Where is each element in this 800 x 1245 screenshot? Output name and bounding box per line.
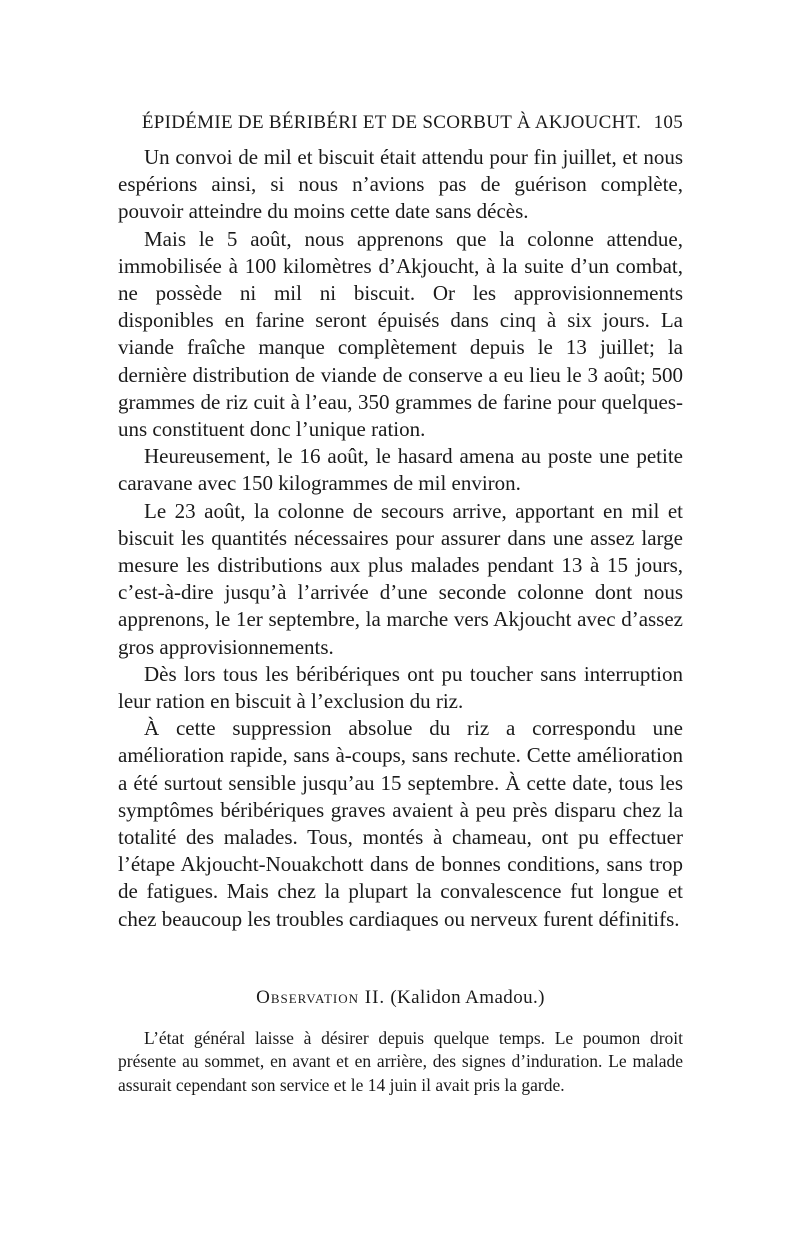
paragraph: Un convoi de mil et biscuit était attendu pour fin juillet, et nous espérions ainsi, si nous n’avions pas de guérison complète, pouvoir atteindre du moins cette date sans décès. bbox=[118, 145, 683, 224]
running-head bbox=[118, 112, 683, 142]
paragraph: Dès lors tous les béribériques ont pu toucher sans interruption leur ration en biscuit à l’exclusion du riz. bbox=[118, 661, 683, 714]
observation-label: Observation II. bbox=[256, 986, 386, 1008]
book-page bbox=[118, 112, 683, 1097]
observation-heading bbox=[118, 987, 683, 1009]
paragraph: Mais le 5 août, nous apprenons que la colonne attendue, immobilisée à 100 kilomètres d’Akjoucht, à la suite d’un combat, ne possède ni mil ni biscuit. Or les approvisionnements disponibles en farine seront épuisés dans cinq à six jours. La viande fraîche manque complètement depuis le 13 juillet; la dernière distribution de viande de conserve a eu lieu le 3 août; 500 grammes de riz cuit à l’eau, 350 grammes de farine pour quelques-uns constituent donc l’unique ration. bbox=[118, 226, 683, 442]
paragraph: À cette suppression absolue du riz a correspondu une amélioration rapide, sans à-coups, sans rechute. Cette amélioration a été surtout sensible jusqu’au 15 septembre. À cette date, tous les symptômes béribériques graves avaient à peu près disparu chez la totalité des malades. Tous, montés à chameau, ont pu effectuer l’étape Akjoucht-Nouakchott dans de bonnes conditions, sans trop de fatigues. Mais chez la plupart la convalescence fut longue et chez beaucoup les troubles cardiaques ou nerveux furent définitifs. bbox=[118, 716, 683, 931]
paragraph: Heureusement, le 16 août, le hasard amena au poste une petite caravane avec 150 kilogrammes de mil environ. bbox=[118, 444, 683, 496]
paragraph: Le 23 août, la colonne de secours arrive, apportant en mil et biscuit les quantités nécessaires pour assurer dans une assez large mesure les distributions aux plus malades pendant 13 à 15 jours, c’est-à-dire jusqu’à l’arrivée d’une seconde colonne dont nous apprenons, le 1er septembre, la marche vers Akjoucht avec d’assez gros approvisionnements. bbox=[118, 498, 683, 659]
observation-paragraph: L’état général laisse à désirer depuis quelque temps. Le poumon droit présente au sommet, en avant et en arrière, des signes d’induration. Le malade assurait cependant son service et le 14 juin il avait pris la garde. bbox=[118, 1027, 683, 1095]
running-title: ÉPIDÉMIE DE BÉRIBÉRI ET DE SCORBUT À AKJOUCHT. bbox=[141, 112, 642, 133]
body-text bbox=[118, 144, 683, 933]
observation-patient-name: (Kalidon Amadou.) bbox=[390, 986, 545, 1008]
page-number: 105 bbox=[653, 112, 683, 133]
observation-text bbox=[118, 1027, 683, 1098]
